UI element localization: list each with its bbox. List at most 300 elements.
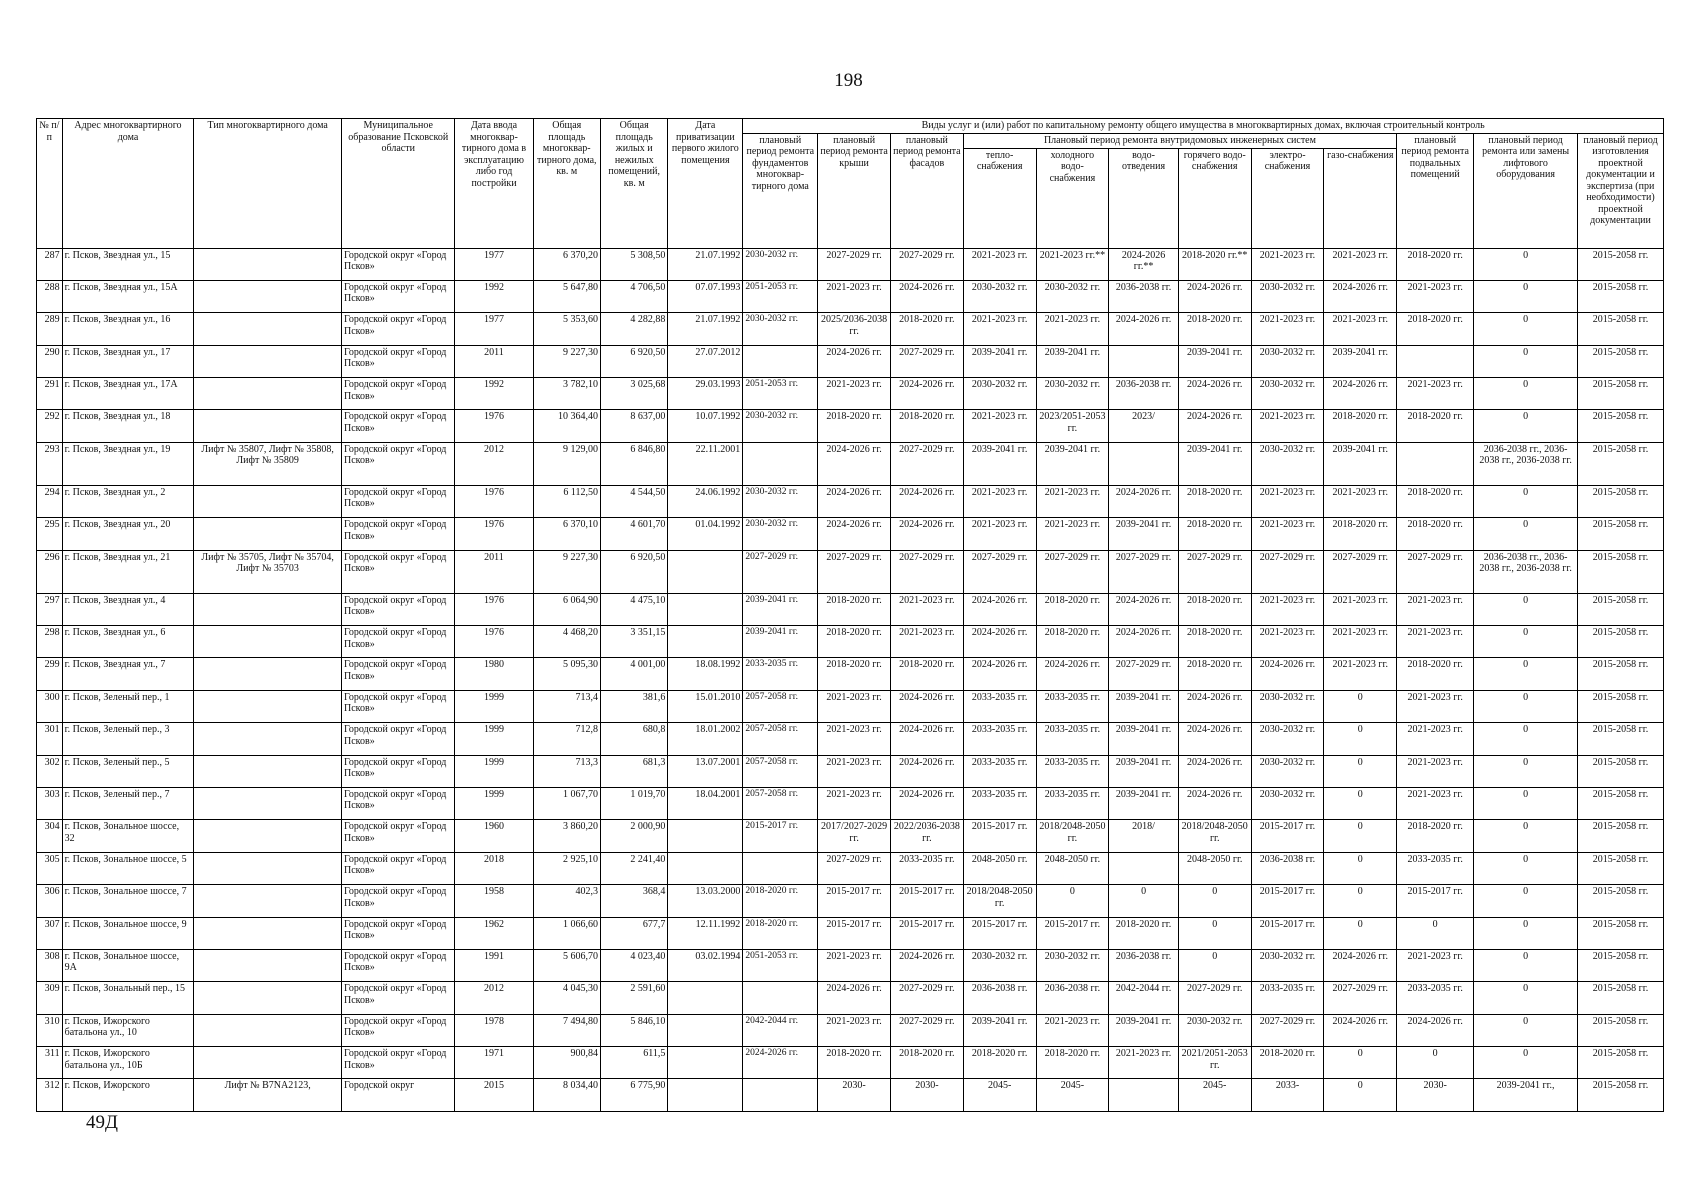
address-cell: г. Псков, Зональное шоссе, 9А	[62, 949, 194, 981]
year-cell: 1999	[455, 755, 533, 787]
municipality-cell: Городской округ «Город Псков»	[342, 410, 455, 442]
living-area-cell: 368,4	[600, 885, 667, 917]
facade-cell: 2027-2029 гг.	[890, 248, 963, 280]
header-commissioning: Дата ввода многоквар-тирного дома в эксплуатацию либо год постройки	[455, 119, 533, 249]
total-area-cell: 2 925,10	[533, 852, 600, 884]
design-cell: 2015-2058 гг.	[1578, 378, 1664, 410]
total-area-cell: 10 364,40	[533, 410, 600, 442]
hot-water-cell: 2018-2020 гг.	[1178, 518, 1251, 550]
design-cell: 2015-2058 гг.	[1578, 820, 1664, 852]
municipality-cell: Городской округ «Город Псков»	[342, 690, 455, 722]
table-row	[37, 518, 1664, 550]
design-cell: 2015-2058 гг.	[1578, 658, 1664, 690]
design-cell: 2015-2058 гг.	[1578, 1014, 1664, 1046]
design-cell: 2015-2058 гг.	[1578, 442, 1664, 485]
table-row	[37, 1079, 1664, 1111]
design-cell: 2015-2058 гг.	[1578, 917, 1664, 949]
roof-cell: 2015-2017 гг.	[818, 885, 891, 917]
facade-cell: 2033-2035 гг.	[890, 852, 963, 884]
basement-cell: 2021-2023 гг.	[1397, 626, 1474, 658]
address-cell: г. Псков, Звездная ул., 17	[62, 345, 194, 377]
roof-cell: 2025/2036-2038 гг.	[818, 313, 891, 345]
type-cell: Лифт № B7NA2123,	[194, 1079, 342, 1111]
header-roof: плановый период ремонта крыши	[818, 133, 891, 248]
privatization-cell: 18.08.1992	[668, 658, 743, 690]
elevator-cell: 0	[1474, 1047, 1578, 1079]
table-row	[37, 885, 1664, 917]
address-cell: г. Псков, Зональное шоссе, 32	[62, 820, 194, 852]
table-row	[37, 248, 1664, 280]
year-cell: 1999	[455, 690, 533, 722]
privatization-cell: 21.07.1992	[668, 313, 743, 345]
total-area-cell: 4 045,30	[533, 982, 600, 1014]
address-cell: г. Псков, Звездная ул., 21	[62, 550, 194, 593]
cold-water-cell: 2039-2041 гг.	[1036, 345, 1109, 377]
roof-cell: 2021-2023 гг.	[818, 787, 891, 819]
foundation-cell: 2030-2032 гг.	[743, 248, 818, 280]
foundation-cell: 2033-2035 гг.	[743, 658, 818, 690]
facade-cell: 2024-2026 гг.	[890, 787, 963, 819]
header-total-area: Общая площадь многоквар-тирного дома, кв. м	[533, 119, 600, 249]
row-number: 299	[37, 658, 63, 690]
electric-cell: 2021-2023 гг.	[1251, 485, 1324, 517]
total-area-cell: 7 494,80	[533, 1014, 600, 1046]
total-area-cell: 6 370,10	[533, 518, 600, 550]
electric-cell: 2021-2023 гг.	[1251, 626, 1324, 658]
electric-cell: 2033-	[1251, 1079, 1324, 1111]
header-facade: плановый период ремонта фасадов	[890, 133, 963, 248]
elevator-cell: 2039-2041 гг.,	[1474, 1079, 1578, 1111]
table-row	[37, 442, 1664, 485]
heat-cell: 2021-2023 гг.	[963, 313, 1036, 345]
living-area-cell: 6 920,50	[600, 345, 667, 377]
hot-water-cell: 2027-2029 гг.	[1178, 550, 1251, 593]
design-cell: 2015-2058 гг.	[1578, 345, 1664, 377]
privatization-cell	[668, 626, 743, 658]
design-cell: 2015-2058 гг.	[1578, 410, 1664, 442]
sewage-cell: 2042-2044 гг.	[1109, 982, 1179, 1014]
row-number: 293	[37, 442, 63, 485]
address-cell: г. Псков, Звездная ул., 20	[62, 518, 194, 550]
electric-cell: 2024-2026 гг.	[1251, 658, 1324, 690]
facade-cell: 2027-2029 гг.	[890, 442, 963, 485]
heat-cell: 2033-2035 гг.	[963, 787, 1036, 819]
gas-cell: 0	[1324, 820, 1397, 852]
heat-cell: 2024-2026 гг.	[963, 593, 1036, 625]
type-cell	[194, 1047, 342, 1079]
sewage-cell: 2039-2041 гг.	[1109, 787, 1179, 819]
address-cell: г. Псков, Ижорского батальона ул., 10Б	[62, 1047, 194, 1079]
row-number: 298	[37, 626, 63, 658]
cold-water-cell: 2030-2032 гг.	[1036, 280, 1109, 312]
privatization-cell: 07.07.1993	[668, 280, 743, 312]
living-area-cell: 5 846,10	[600, 1014, 667, 1046]
header-basement: плановый период ремонта подвальных помещений	[1397, 133, 1474, 248]
header-systems-group: Плановый период ремонта внутридомовых инженерных систем	[963, 133, 1396, 148]
sewage-cell: 2039-2041 гг.	[1109, 755, 1179, 787]
cold-water-cell: 2039-2041 гг.	[1036, 442, 1109, 485]
row-number: 290	[37, 345, 63, 377]
elevator-cell: 0	[1474, 410, 1578, 442]
hot-water-cell: 2018-2020 гг.	[1178, 593, 1251, 625]
foundation-cell: 2015-2017 гг.	[743, 820, 818, 852]
sewage-cell	[1109, 345, 1179, 377]
electric-cell: 2030-2032 гг.	[1251, 378, 1324, 410]
year-cell: 1992	[455, 378, 533, 410]
table-row	[37, 723, 1664, 755]
roof-cell: 2018-2020 гг.	[818, 658, 891, 690]
roof-cell: 2018-2020 гг.	[818, 410, 891, 442]
header-design: плановый период изготовления проектной документации и экспертиза (при необходимости) проектной документации	[1578, 133, 1664, 248]
foundation-cell: 2030-2032 гг.	[743, 485, 818, 517]
heat-cell: 2015-2017 гг.	[963, 820, 1036, 852]
sewage-cell: 2018-2020 гг.	[1109, 917, 1179, 949]
table-row	[37, 1014, 1664, 1046]
table-row	[37, 626, 1664, 658]
hot-water-cell: 2018-2020 гг.	[1178, 626, 1251, 658]
basement-cell: 2021-2023 гг.	[1397, 280, 1474, 312]
living-area-cell: 3 351,15	[600, 626, 667, 658]
cold-water-cell: 2018-2020 гг.	[1036, 626, 1109, 658]
sewage-cell: 0	[1109, 885, 1179, 917]
living-area-cell: 6 775,90	[600, 1079, 667, 1111]
basement-cell	[1397, 442, 1474, 485]
foundation-cell	[743, 345, 818, 377]
living-area-cell: 4 001,00	[600, 658, 667, 690]
municipality-cell: Городской округ	[342, 1079, 455, 1111]
privatization-cell	[668, 820, 743, 852]
facade-cell: 2027-2029 гг.	[890, 550, 963, 593]
footer-code: 49Д	[86, 1112, 118, 1133]
privatization-cell: 03.02.1994	[668, 949, 743, 981]
row-number: 300	[37, 690, 63, 722]
elevator-cell: 0	[1474, 313, 1578, 345]
living-area-cell: 2 241,40	[600, 852, 667, 884]
foundation-cell: 2057-2058 гг.	[743, 723, 818, 755]
facade-cell: 2015-2017 гг.	[890, 917, 963, 949]
year-cell: 1971	[455, 1047, 533, 1079]
total-area-cell: 900,84	[533, 1047, 600, 1079]
row-number: 305	[37, 852, 63, 884]
design-cell: 2015-2058 гг.	[1578, 1047, 1664, 1079]
roof-cell: 2021-2023 гг.	[818, 949, 891, 981]
type-cell	[194, 820, 342, 852]
address-cell: г. Псков, Зональное шоссе, 9	[62, 917, 194, 949]
design-cell: 2015-2058 гг.	[1578, 949, 1664, 981]
roof-cell: 2030-	[818, 1079, 891, 1111]
gas-cell: 0	[1324, 755, 1397, 787]
electric-cell: 2021-2023 гг.	[1251, 518, 1324, 550]
cold-water-cell: 2027-2029 гг.	[1036, 550, 1109, 593]
design-cell: 2015-2058 гг.	[1578, 1079, 1664, 1111]
year-cell: 1978	[455, 1014, 533, 1046]
row-number: 289	[37, 313, 63, 345]
year-cell: 1991	[455, 949, 533, 981]
hot-water-cell: 2039-2041 гг.	[1178, 345, 1251, 377]
heat-cell: 2033-2035 гг.	[963, 723, 1036, 755]
foundation-cell: 2030-2032 гг.	[743, 410, 818, 442]
year-cell: 1980	[455, 658, 533, 690]
facade-cell: 2030-	[890, 1079, 963, 1111]
roof-cell: 2021-2023 гг.	[818, 280, 891, 312]
row-number: 308	[37, 949, 63, 981]
facade-cell: 2022/2036-2038 гг.	[890, 820, 963, 852]
foundation-cell: 2024-2026 гг.	[743, 1047, 818, 1079]
address-cell: г. Псков, Звездная ул., 15	[62, 248, 194, 280]
type-cell	[194, 949, 342, 981]
facade-cell: 2027-2029 гг.	[890, 982, 963, 1014]
hot-water-cell: 2045-	[1178, 1079, 1251, 1111]
living-area-cell: 677,7	[600, 917, 667, 949]
type-cell	[194, 690, 342, 722]
row-number: 301	[37, 723, 63, 755]
cold-water-cell: 2024-2026 гг.	[1036, 658, 1109, 690]
hot-water-cell: 0	[1178, 917, 1251, 949]
facade-cell: 2027-2029 гг.	[890, 1014, 963, 1046]
year-cell: 1999	[455, 723, 533, 755]
municipality-cell: Городской округ «Город Псков»	[342, 485, 455, 517]
hot-water-cell: 2024-2026 гг.	[1178, 755, 1251, 787]
basement-cell: 2033-2035 гг.	[1397, 852, 1474, 884]
gas-cell: 2021-2023 гг.	[1324, 593, 1397, 625]
living-area-cell: 2 000,90	[600, 820, 667, 852]
basement-cell: 2018-2020 гг.	[1397, 313, 1474, 345]
total-area-cell: 3 782,10	[533, 378, 600, 410]
design-cell: 2015-2058 гг.	[1578, 723, 1664, 755]
basement-cell: 0	[1397, 917, 1474, 949]
hot-water-cell: 2024-2026 гг.	[1178, 378, 1251, 410]
total-area-cell: 9 227,30	[533, 345, 600, 377]
type-cell	[194, 658, 342, 690]
heat-cell: 2030-2032 гг.	[963, 280, 1036, 312]
design-cell: 2015-2058 гг.	[1578, 755, 1664, 787]
total-area-cell: 9 129,00	[533, 442, 600, 485]
cold-water-cell: 2030-2032 гг.	[1036, 949, 1109, 981]
table-row	[37, 1047, 1664, 1079]
type-cell	[194, 755, 342, 787]
gas-cell: 2021-2023 гг.	[1324, 248, 1397, 280]
living-area-cell: 4 023,40	[600, 949, 667, 981]
municipality-cell: Городской округ «Город Псков»	[342, 248, 455, 280]
foundation-cell: 2018-2020 гг.	[743, 885, 818, 917]
total-area-cell: 6 064,90	[533, 593, 600, 625]
foundation-cell	[743, 1079, 818, 1111]
address-cell: г. Псков, Звездная ул., 18	[62, 410, 194, 442]
hot-water-cell: 2018-2020 гг.**	[1178, 248, 1251, 280]
year-cell: 2011	[455, 550, 533, 593]
row-number: 310	[37, 1014, 63, 1046]
municipality-cell: Городской округ «Город Псков»	[342, 378, 455, 410]
heat-cell: 2027-2029 гг.	[963, 550, 1036, 593]
facade-cell: 2018-2020 гг.	[890, 313, 963, 345]
address-cell: г. Псков, Зеленый пер., 3	[62, 723, 194, 755]
electric-cell: 2027-2029 гг.	[1251, 1014, 1324, 1046]
sewage-cell: 2018/	[1109, 820, 1179, 852]
row-number: 304	[37, 820, 63, 852]
heat-cell: 2021-2023 гг.	[963, 248, 1036, 280]
header-heat: тепло-снабжения	[963, 148, 1036, 248]
municipality-cell: Городской округ «Город Псков»	[342, 550, 455, 593]
total-area-cell: 402,3	[533, 885, 600, 917]
facade-cell: 2024-2026 гг.	[890, 949, 963, 981]
cold-water-cell: 2018/2048-2050 гг.	[1036, 820, 1109, 852]
table-row	[37, 820, 1664, 852]
municipality-cell: Городской округ «Город Псков»	[342, 313, 455, 345]
municipality-cell: Городской округ «Город Псков»	[342, 723, 455, 755]
sewage-cell	[1109, 1079, 1179, 1111]
roof-cell: 2021-2023 гг.	[818, 755, 891, 787]
basement-cell: 2021-2023 гг.	[1397, 690, 1474, 722]
total-area-cell: 1 066,60	[533, 917, 600, 949]
sewage-cell: 2024-2026 гг.	[1109, 593, 1179, 625]
electric-cell: 2015-2017 гг.	[1251, 820, 1324, 852]
design-cell: 2015-2058 гг.	[1578, 248, 1664, 280]
privatization-cell: 21.07.1992	[668, 248, 743, 280]
foundation-cell: 2042-2044 гг.	[743, 1014, 818, 1046]
basement-cell: 2030-	[1397, 1079, 1474, 1111]
design-cell: 2015-2058 гг.	[1578, 690, 1664, 722]
municipality-cell: Городской округ «Город Псков»	[342, 442, 455, 485]
municipality-cell: Городской округ «Город Псков»	[342, 820, 455, 852]
roof-cell: 2015-2017 гг.	[818, 917, 891, 949]
heat-cell: 2021-2023 гг.	[963, 518, 1036, 550]
cold-water-cell: 2033-2035 гг.	[1036, 723, 1109, 755]
design-cell: 2015-2058 гг.	[1578, 787, 1664, 819]
address-cell: г. Псков, Звездная ул., 7	[62, 658, 194, 690]
cold-water-cell: 2023/2051-2053 гг.	[1036, 410, 1109, 442]
gas-cell: 2021-2023 гг.	[1324, 626, 1397, 658]
roof-cell: 2027-2029 гг.	[818, 852, 891, 884]
sewage-cell: 2027-2029 гг.	[1109, 550, 1179, 593]
page-number: 198	[834, 70, 863, 91]
total-area-cell: 713,4	[533, 690, 600, 722]
table-row	[37, 949, 1664, 981]
electric-cell: 2030-2032 гг.	[1251, 690, 1324, 722]
basement-cell: 2015-2017 гг.	[1397, 885, 1474, 917]
roof-cell: 2024-2026 гг.	[818, 982, 891, 1014]
design-cell: 2015-2058 гг.	[1578, 280, 1664, 312]
sewage-cell: 2024-2026 гг.**	[1109, 248, 1179, 280]
table-row	[37, 982, 1664, 1014]
table-row	[37, 917, 1664, 949]
roof-cell: 2018-2020 гг.	[818, 626, 891, 658]
municipality-cell: Городской округ «Город Псков»	[342, 1014, 455, 1046]
cold-water-cell: 2045-	[1036, 1079, 1109, 1111]
header-municipality: Муниципальное образование Псковской области	[342, 119, 455, 249]
municipality-cell: Городской округ «Город Псков»	[342, 755, 455, 787]
facade-cell: 2024-2026 гг.	[890, 690, 963, 722]
cold-water-cell: 2048-2050 гг.	[1036, 852, 1109, 884]
cold-water-cell: 2018-2020 гг.	[1036, 1047, 1109, 1079]
header-type: Тип многоквартирного дома	[194, 119, 342, 249]
cold-water-cell: 2021-2023 гг.**	[1036, 248, 1109, 280]
basement-cell: 2018-2020 гг.	[1397, 820, 1474, 852]
gas-cell: 2027-2029 гг.	[1324, 982, 1397, 1014]
year-cell: 1976	[455, 626, 533, 658]
privatization-cell: 13.03.2000	[668, 885, 743, 917]
total-area-cell: 5 606,70	[533, 949, 600, 981]
cold-water-cell: 2021-2023 гг.	[1036, 1014, 1109, 1046]
facade-cell: 2018-2020 гг.	[890, 658, 963, 690]
total-area-cell: 6 370,20	[533, 248, 600, 280]
hot-water-cell: 2048-2050 гг.	[1178, 852, 1251, 884]
municipality-cell: Городской округ «Город Псков»	[342, 658, 455, 690]
foundation-cell: 2027-2029 гг.	[743, 550, 818, 593]
living-area-cell: 8 637,00	[600, 410, 667, 442]
type-cell	[194, 485, 342, 517]
row-number: 296	[37, 550, 63, 593]
privatization-cell: 10.07.1992	[668, 410, 743, 442]
table-row	[37, 658, 1664, 690]
basement-cell: 2021-2023 гг.	[1397, 378, 1474, 410]
sewage-cell: 2036-2038 гг.	[1109, 949, 1179, 981]
foundation-cell: 2051-2053 гг.	[743, 378, 818, 410]
cold-water-cell: 2021-2023 гг.	[1036, 485, 1109, 517]
living-area-cell: 4 282,88	[600, 313, 667, 345]
hot-water-cell: 0	[1178, 885, 1251, 917]
privatization-cell	[668, 1014, 743, 1046]
roof-cell: 2021-2023 гг.	[818, 723, 891, 755]
heat-cell: 2048-2050 гг.	[963, 852, 1036, 884]
electric-cell: 2030-2032 гг.	[1251, 280, 1324, 312]
municipality-cell: Городской округ «Город Псков»	[342, 949, 455, 981]
type-cell	[194, 345, 342, 377]
municipality-cell: Городской округ «Город Псков»	[342, 852, 455, 884]
privatization-cell	[668, 593, 743, 625]
address-cell: г. Псков, Ижорского батальона ул., 10	[62, 1014, 194, 1046]
cold-water-cell: 2018-2020 гг.	[1036, 593, 1109, 625]
header-electric: электро-снабжения	[1251, 148, 1324, 248]
row-number: 309	[37, 982, 63, 1014]
gas-cell: 0	[1324, 885, 1397, 917]
facade-cell: 2024-2026 гг.	[890, 378, 963, 410]
foundation-cell: 2039-2041 гг.	[743, 626, 818, 658]
total-area-cell: 8 034,40	[533, 1079, 600, 1111]
design-cell: 2015-2058 гг.	[1578, 626, 1664, 658]
municipality-cell: Городской округ «Город Псков»	[342, 626, 455, 658]
address-cell: г. Псков, Звездная ул., 2	[62, 485, 194, 517]
address-cell: г. Псков, Зональный пер., 15	[62, 982, 194, 1014]
design-cell: 2015-2058 гг.	[1578, 593, 1664, 625]
total-area-cell: 5 647,80	[533, 280, 600, 312]
gas-cell: 2039-2041 гг.	[1324, 442, 1397, 485]
living-area-cell: 4 475,10	[600, 593, 667, 625]
type-cell	[194, 885, 342, 917]
sewage-cell	[1109, 442, 1179, 485]
hot-water-cell: 2024-2026 гг.	[1178, 410, 1251, 442]
header-hot-water: горячего водо-снабжения	[1178, 148, 1251, 248]
sewage-cell: 2039-2041 гг.	[1109, 518, 1179, 550]
municipality-cell: Городской округ «Город Псков»	[342, 593, 455, 625]
roof-cell: 2017/2027-2029 гг.	[818, 820, 891, 852]
elevator-cell: 0	[1474, 248, 1578, 280]
address-cell: г. Псков, Звездная ул., 17А	[62, 378, 194, 410]
row-number: 292	[37, 410, 63, 442]
electric-cell: 2015-2017 гг.	[1251, 917, 1324, 949]
heat-cell: 2033-2035 гг.	[963, 755, 1036, 787]
privatization-cell: 15.01.2010	[668, 690, 743, 722]
header-cold-water: холодного водо-снабжения	[1036, 148, 1109, 248]
row-number: 312	[37, 1079, 63, 1111]
municipality-cell: Городской округ «Город Псков»	[342, 787, 455, 819]
facade-cell: 2018-2020 гг.	[890, 410, 963, 442]
gas-cell: 2021-2023 гг.	[1324, 313, 1397, 345]
hot-water-cell: 2039-2041 гг.	[1178, 442, 1251, 485]
gas-cell: 2021-2023 гг.	[1324, 485, 1397, 517]
type-cell	[194, 787, 342, 819]
table-row	[37, 485, 1664, 517]
total-area-cell: 1 067,70	[533, 787, 600, 819]
